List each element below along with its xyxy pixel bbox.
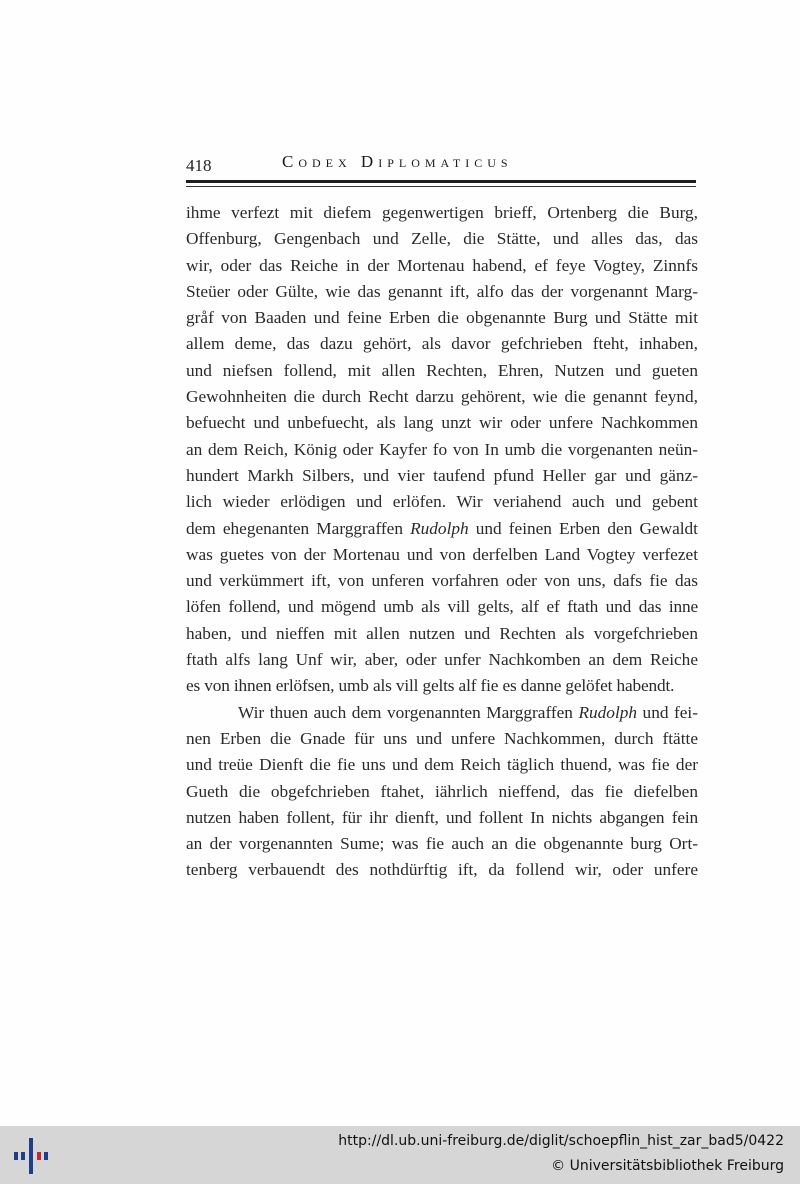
text-line: haben, und nieffen mit allen nutzen und Rechten als vorgefchrieben (186, 623, 698, 643)
text-line: gråf von Baaden und feine Erben die obgenannte Burg und Stätte mit (186, 308, 698, 328)
line-tail: und feinen Erben den Gewaldt (475, 518, 698, 538)
text-line: Offenburg, Gengenbach und Zelle, die Stätte, und alles das, das (186, 229, 698, 249)
person-name: Rudolph (578, 702, 638, 722)
text-line: Steüer oder Gülte, wie das genannt ift, alfo das der vorgenannt Marg- (186, 281, 698, 301)
text-line: tenberg verbauendt des nothdürftig ift, da follend wir, oder unfere (186, 860, 698, 880)
text-line: was guetes von der Mortenau und von derfelben Land Vogtey verfezet (186, 544, 698, 564)
page-header (186, 152, 696, 176)
text-line: löfen follend, und mögend umb als vill gelts, alf ef ftath und das inne (186, 597, 698, 617)
text-line: und treüe Dienft die fie uns und dem Reich täglich thuend, was fie der (186, 755, 698, 775)
copyright-notice: © Universitätsbibliothek Freiburg (551, 1158, 784, 1174)
text-line: ftath alfs lang Unf wir, aber, oder unfer Nachkomben an dem Reiche (186, 650, 698, 670)
text-line: nen Erben die Gnade für uns und unfere Nachkommen, durch ftätte (186, 728, 698, 748)
text-line: hundert Markh Silbers, und vier taufend pfund Heller gar und gänz- (186, 465, 698, 485)
viewer-footer (0, 1126, 800, 1184)
line-lead: dem ehegenanten Marggraffen (186, 518, 403, 538)
person-name: Rudolph (410, 518, 469, 538)
page-number: 418 (186, 156, 212, 175)
text-line: befuecht und unbefuecht, als lang unzt wir oder unfere Nachkommen (186, 413, 698, 433)
header-rule-thick (186, 180, 696, 183)
running-title: Codex Diplomaticus (282, 152, 513, 171)
text-line: nutzen haben follent, für ihr dienft, und follent In nichts abgangen fein (186, 807, 698, 827)
text-line: allem deme, das dazu gehört, als davor gefchrieben fteht, inhaben, (186, 334, 698, 354)
text-line: an dem Reich, König oder Kayfer fo von In umb die vorgenanten neün- (186, 439, 698, 459)
line-tail: und fei- (642, 702, 698, 722)
text-line: wir, oder das Reiche in der Mortenau habend, ef feye Vogtey, Zinnfs (186, 255, 698, 275)
text-line: und verkümmert ift, von unferen vorfahren oder von uns, dafs fie das (186, 571, 698, 591)
line-lead: Wir thuen auch dem vorgenannten Marggraffen (238, 702, 573, 722)
header-rule-thin (186, 186, 696, 187)
ub-freiburg-logo-icon (11, 1136, 51, 1176)
text-line: und niefsen follend, mit allen Rechten, Ehren, Nutzen und gueten (186, 360, 698, 380)
paragraph-start-line (186, 700, 698, 726)
permalink-url[interactable]: http://dl.ub.uni-freiburg.de/diglit/schoepflin_hist_zar_bad5/0422 (338, 1133, 784, 1149)
text-line-with-name (186, 516, 698, 542)
text-line: lich wieder erlödigen und erlöfen. Wir veriahend auch und gebent (186, 492, 698, 512)
text-line: an der vorgenannten Sume; was fie auch an die obgenannte burg Ort- (186, 834, 698, 854)
text-line: Gueth die obgefchrieben ftahet, iährlich nieffend, das fie diefelben (186, 781, 698, 801)
text-line: ihme verfezt mit diefem gegenwertigen brieff, Ortenberg die Burg, (186, 203, 698, 222)
text-line: es von ihnen erlöfsen, umb als vill gelts alf fie es danne gelöfet habendt. (186, 676, 675, 696)
text-line: Gewohnheiten die durch Recht darzu gehörent, wie die genannt feynd, (186, 387, 698, 407)
body-text (186, 200, 698, 884)
